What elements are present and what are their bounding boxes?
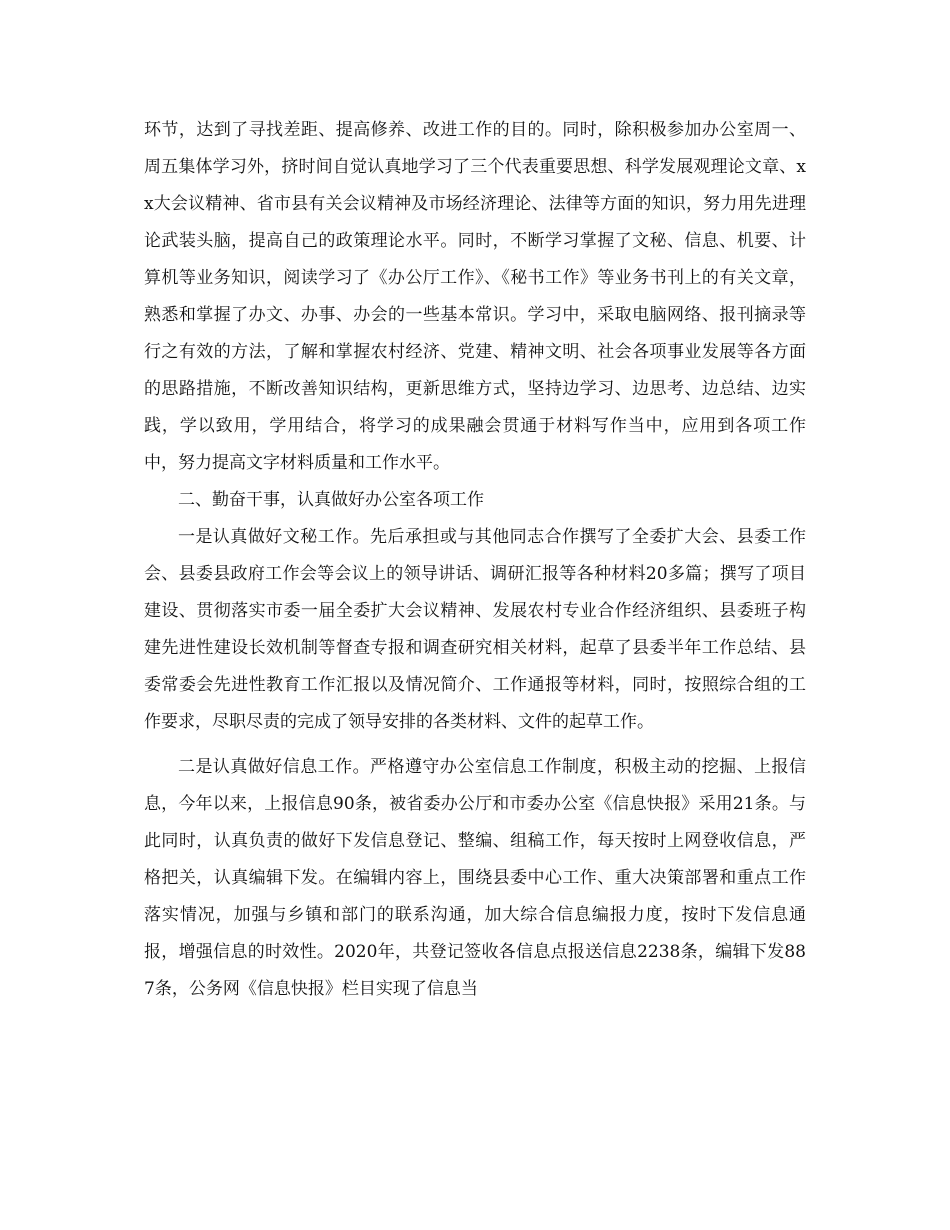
paragraph-secretarial-work: 一是认真做好文秘工作。先后承担或与其他同志合作撰写了全委扩大会、县委工作会、县委县政府工作会等会议上的领导讲话、调研汇报等各种材料20多篇；撰写了项目建设、贯彻落实市委一届全委扩大会议精神、发展农村专业合作经济组织、县委班子构建先进性建设长效机制等督查专报和调查研究相关材料，起草了县委半年工作总结、县委常委会先进性教育工作汇报以及情况简介、工作通报等材料，同时，按照综合组的工作要求，尽职尽责的完成了领导安排的各类材料、文件的起草工作。 <box>144 527 806 732</box>
document-body <box>144 112 806 1008</box>
paragraph-study-continuation: 环节，达到了寻找差距、提高修养、改进工作的目的。同时，除积极参加办公室周一、周五集体学习外，挤时间自觉认真地学习了三个代表重要思想、科学发展观理论文章、xx大会议精神、省市县有关会议精神及市场经济理论、法律等方面的知识，努力用先进理论武装头脑，提高自己的政策理论水平。同时，不断学习掌握了文秘、信息、机要、计算机等业务知识，阅读学习了《办公厅工作》、《秘书工作》等业务书刊上的有关文章，熟悉和掌握了办文、办事、办会的一些基本常识。学习中，采取电脑网络、报刊摘录等行之有效的方法，了解和掌握农村经济、党建、精神文明、社会各项事业发展等各方面的思路措施，不断改善知识结构，更新思维方式，坚持边学习、边思考、边总结、边实践，学以致用，学用结合，将学习的成果融会贯通于材料写作当中，应用到各项工作中，努力提高文字材料质量和工作水平。 <box>144 120 806 473</box>
section-heading-diligent-work: 二、勤奋干事，认真做好办公室各项工作 <box>178 490 484 510</box>
paragraph-information-work: 二是认真做好信息工作。严格遵守办公室信息工作制度，积极主动的挖掘、上报信息，今年以来，上报信息90条，被省委办公厅和市委办公室《信息快报》采用21条。与此同时，认真负责的做好下发信息登记、整编、组稿工作，每天按时上网登收信息，严格把关，认真编辑下发。在编辑内容上，围绕县委中心工作、重大决策部署和重点工作落实情况，加强与乡镇和部门的联系沟通，加大综合信息编报力度，按时下发信息通报，增强信息的时效性。2020年，共登记签收各信息点报送信息2238条，编辑下发887条，公务网《信息快报》栏目实现了信息当 <box>144 757 806 999</box>
